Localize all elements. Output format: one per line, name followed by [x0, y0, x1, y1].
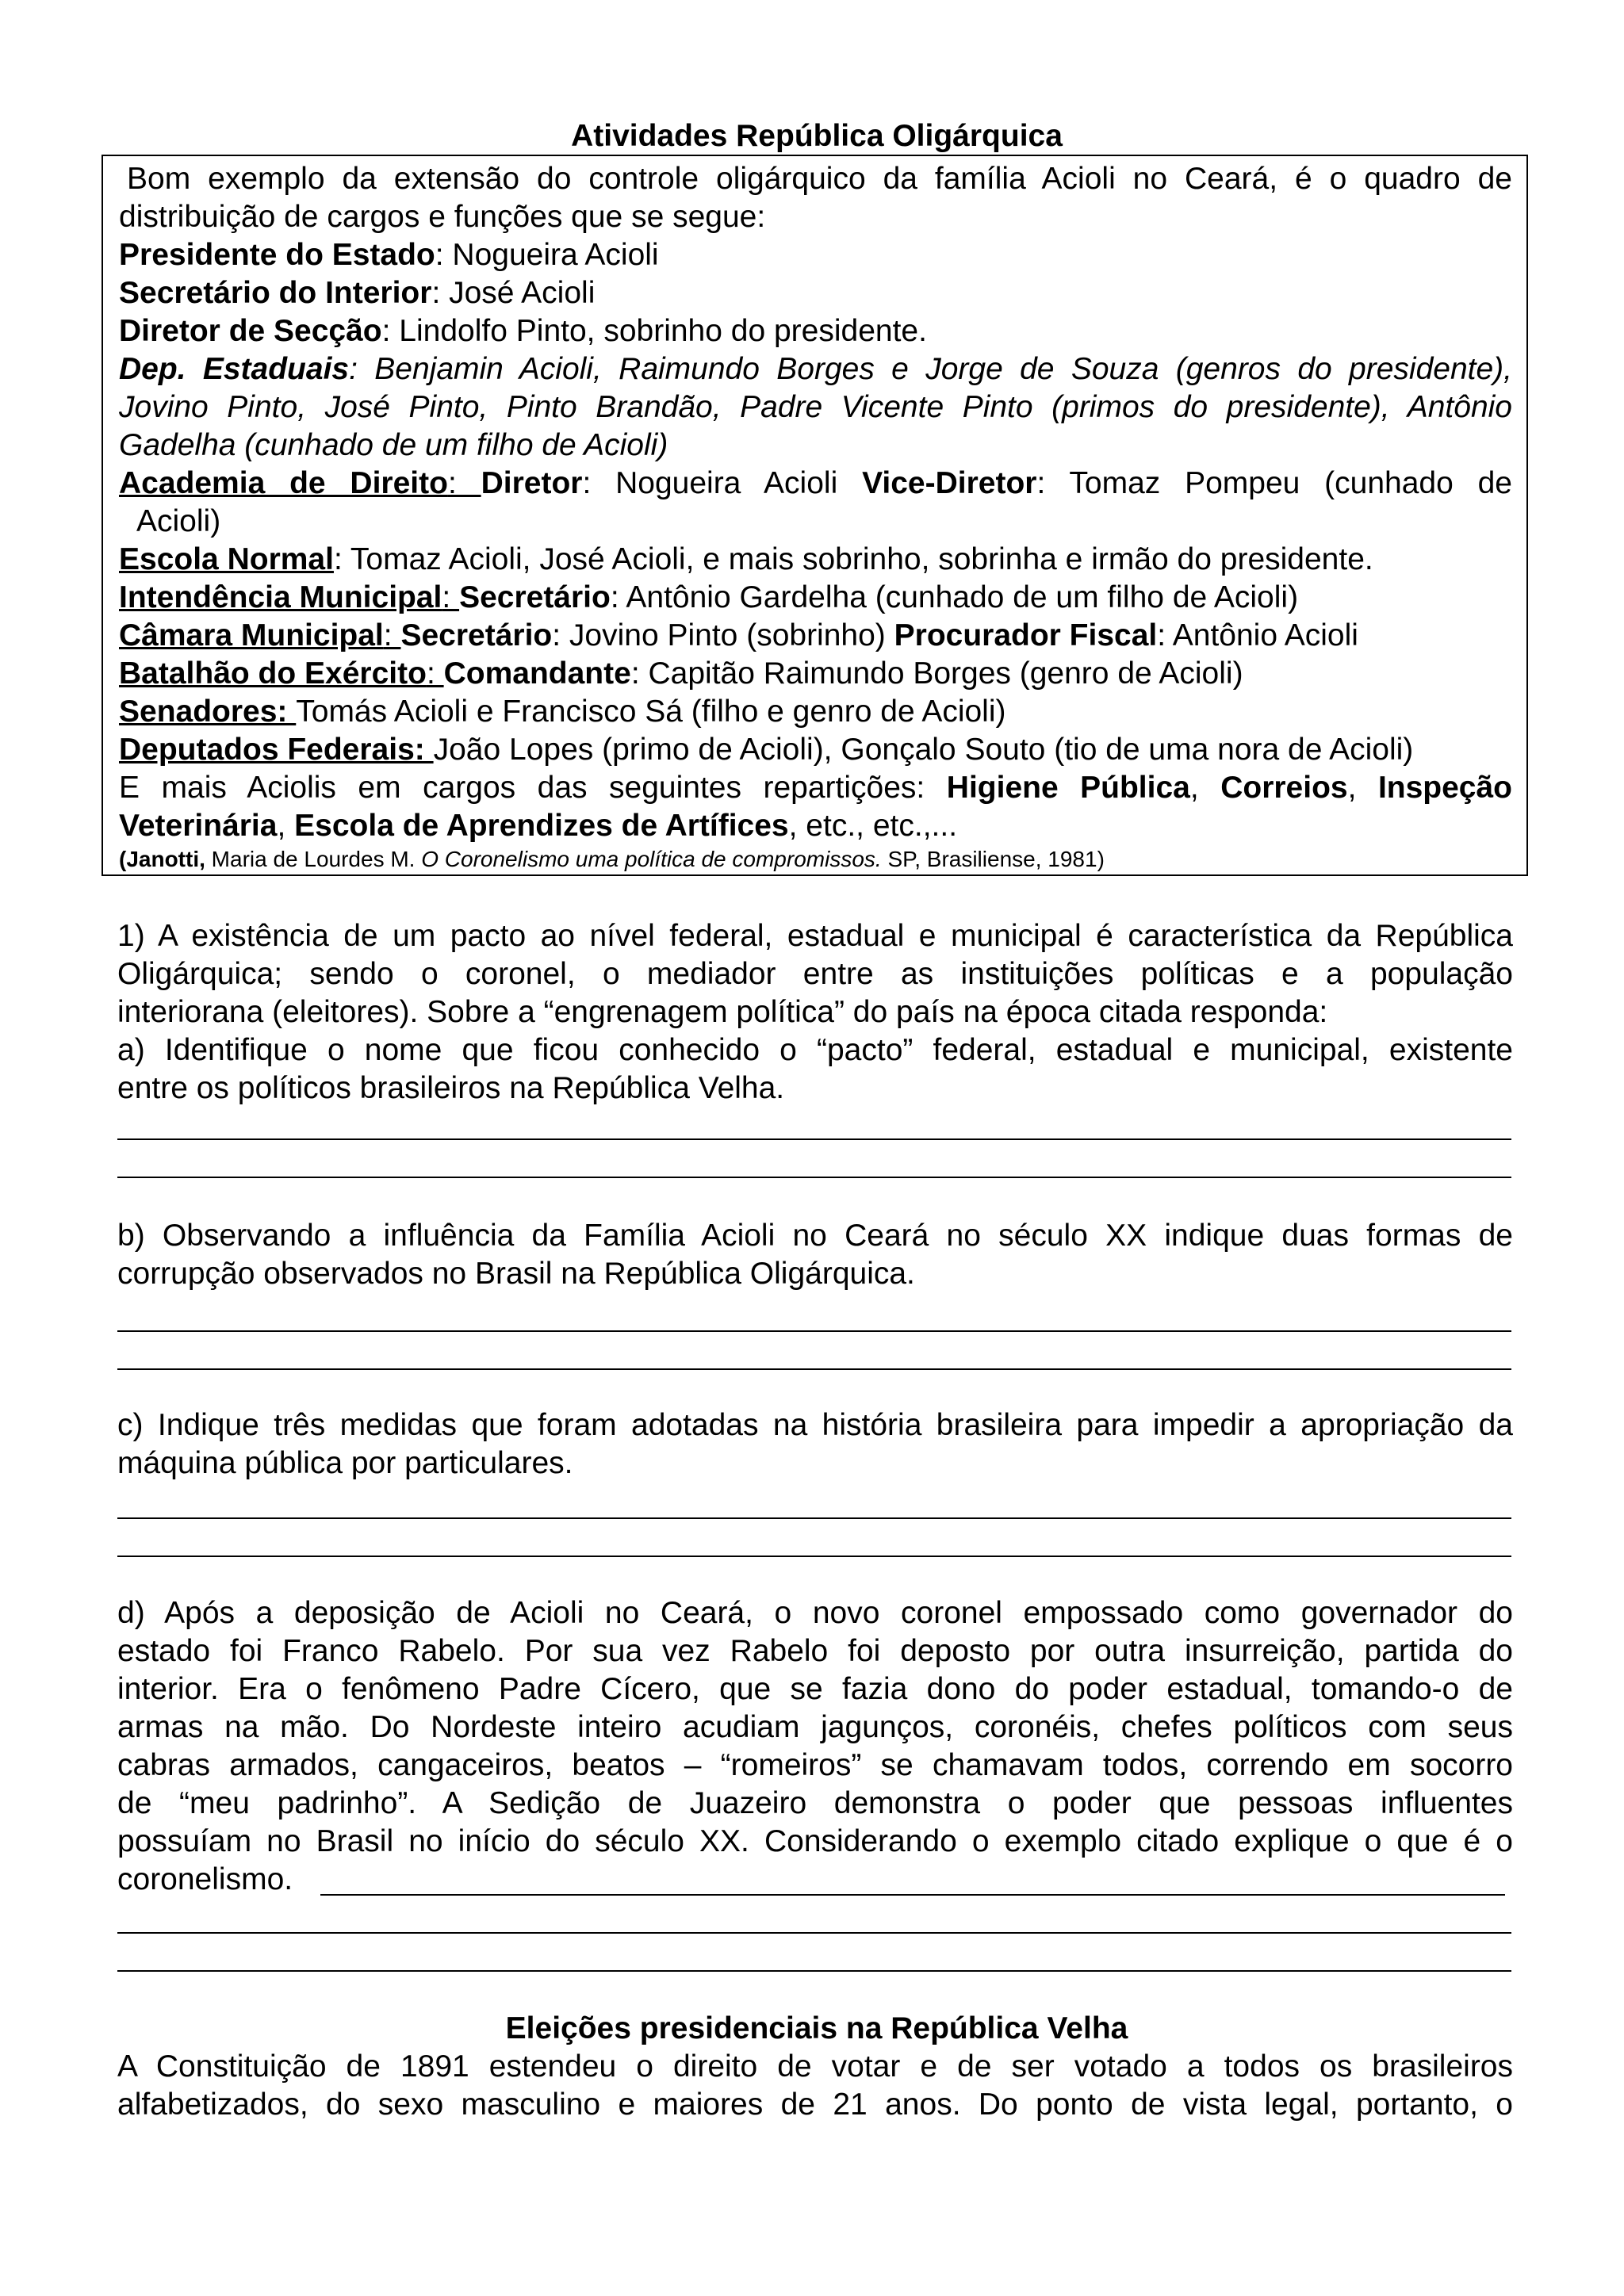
answer-line[interactable] — [117, 1517, 1511, 1519]
dep-estaduais-row: Dep. Estaduais: Benjamin Acioli, Raimundo Borges e Jorge de Souza (genros do presidente), — [119, 352, 1513, 386]
qd-line-4: armas na mão. Do Nordeste inteiro acudiam jagunços, coronéis, chefes políticos com seus — [117, 1710, 1513, 1744]
acioli-quote-box — [102, 155, 1528, 876]
q1a-line-2: entre os políticos brasileiros na República Velha. — [117, 1071, 785, 1105]
q1-line-3: interiorana (eleitores). Sobre a “engrenagem política” do país na época citada responda: — [117, 995, 1328, 1029]
qd-line-5: cabras armados, cangaceiros, beatos – “romeiros” se chamavam todos, correndo em socorro — [117, 1748, 1513, 1782]
presidente-row: Presidente do Estado: Nogueira Acioli — [119, 238, 659, 272]
qd-line-1: d) Após a deposição de Acioli no Ceará, o novo coronel empossado como governador do — [117, 1596, 1513, 1630]
q1-line-2: Oligárquica; sendo o coronel, o mediador entre as instituições políticas e a população — [117, 957, 1513, 991]
dep-estaduais-line-3: Gadelha (cunhado de um filho de Acioli) — [119, 428, 668, 462]
escola-normal-row: Escola Normal: Tomaz Acioli, José Acioli, e mais sobrinho, sobrinha e irmão do presidente. — [119, 542, 1373, 576]
mais-aciolis-line-2: Veterinária, Escola de Aprendizes de Artífices, etc., etc.,... — [119, 809, 958, 843]
intendencia-row: Intendência Municipal: Secretário: Antônio Gardelha (cunhado de um filho de Acioli) — [119, 580, 1299, 614]
qb-line-2: corrupção observados no Brasil na República Oligárquica. — [117, 1257, 915, 1291]
answer-line[interactable] — [117, 1368, 1511, 1370]
answer-line[interactable] — [117, 1330, 1511, 1332]
qd-line-8: coronelismo. — [117, 1862, 293, 1896]
diretor-row: Diretor de Secção: Lindolfo Pinto, sobrinho do presidente. — [119, 314, 927, 348]
q1-line-1: 1) A existência de um pacto ao nível federal, estadual e municipal é característica da República — [117, 919, 1513, 953]
q1a-line-1: a) Identifique o nome que ficou conhecido o “pacto” federal, estadual e municipal, existente — [117, 1033, 1513, 1067]
secretario-row: Secretário do Interior: José Acioli — [119, 276, 596, 310]
qd-line-3: interior. Era o fenômeno Padre Cícero, que se fazia dono do poder estadual, tomando-o de — [117, 1672, 1513, 1706]
box-intro-line-2: distribuição de cargos e funções que se segue: — [119, 200, 766, 234]
senadores-row: Senadores: Tomás Acioli e Francisco Sá (filho e genro de Acioli) — [119, 695, 1006, 729]
deputados-row: Deputados Federais: João Lopes (primo de Acioli), Gonçalo Souto (tio de uma nora de Acioli) — [119, 733, 1414, 767]
batalhao-row: Batalhão do Exército: Comandante: Capitão Raimundo Borges (genro de Acioli) — [119, 656, 1243, 691]
section-title: Eleições presidenciais na República Velha — [505, 2011, 1128, 2045]
qc-line-1: c) Indique três medidas que foram adotadas na história brasileira para impedir a apropriação da — [117, 1408, 1513, 1442]
answer-line[interactable] — [117, 1138, 1511, 1140]
camara-row: Câmara Municipal: Secretário: Jovino Pinto (sobrinho) Procurador Fiscal: Antônio Acioli — [119, 618, 1358, 652]
dep-estaduais-line-2: Jovino Pinto, José Pinto, Pinto Brandão, Padre Vicente Pinto (primos do presidente), Antônio — [119, 390, 1512, 424]
academia-row: Academia de Direito: Diretor: Nogueira Acioli Vice-Diretor: Tomaz Pompeu (cunhado de — [119, 466, 1512, 500]
box-intro-line-1: Bom exemplo da extensão do controle oligárquico da família Acioli no Ceará, é o quadro de — [127, 162, 1512, 196]
source-citation: (Janotti, Maria de Lourdes M. O Coronelismo uma política de compromissos. SP, Brasiliense, 1981) — [119, 847, 1105, 871]
answer-line[interactable] — [117, 1556, 1511, 1557]
answer-line[interactable] — [117, 1932, 1511, 1934]
section2-line-1: A Constituição de 1891 estendeu o direito de votar e de ser votado a todos os brasileiros — [117, 2049, 1513, 2084]
academia-line-2: Acioli) — [136, 504, 221, 538]
answer-line[interactable] — [117, 1177, 1511, 1178]
qd-line-7: possuíam no Brasil no início do século XX. Considerando o exemplo citado explique o que é o — [117, 1824, 1513, 1858]
qc-line-2: máquina pública por particulares. — [117, 1446, 573, 1480]
qd-line-6: de “meu padrinho”. A Sedição de Juazeiro demonstra o poder que pessoas influentes — [117, 1786, 1513, 1820]
mais-aciolis-row: E mais Aciolis em cargos das seguintes repartições: Higiene Pública, Correios, Inspeção — [119, 771, 1513, 805]
qd-line-2: estado foi Franco Rabelo. Por sua vez Rabelo foi deposto por outra insurreição, partida do — [117, 1634, 1513, 1668]
document-title: Atividades República Oligárquica — [571, 119, 1063, 153]
answer-line[interactable] — [117, 1970, 1511, 1972]
qb-line-1: b) Observando a influência da Família Acioli no Ceará no século XX indique duas formas de — [117, 1219, 1513, 1253]
answer-line[interactable] — [320, 1894, 1505, 1896]
section2-line-2: alfabetizados, do sexo masculino e maiores de 21 anos. Do ponto de vista legal, portanto, o — [117, 2087, 1513, 2122]
